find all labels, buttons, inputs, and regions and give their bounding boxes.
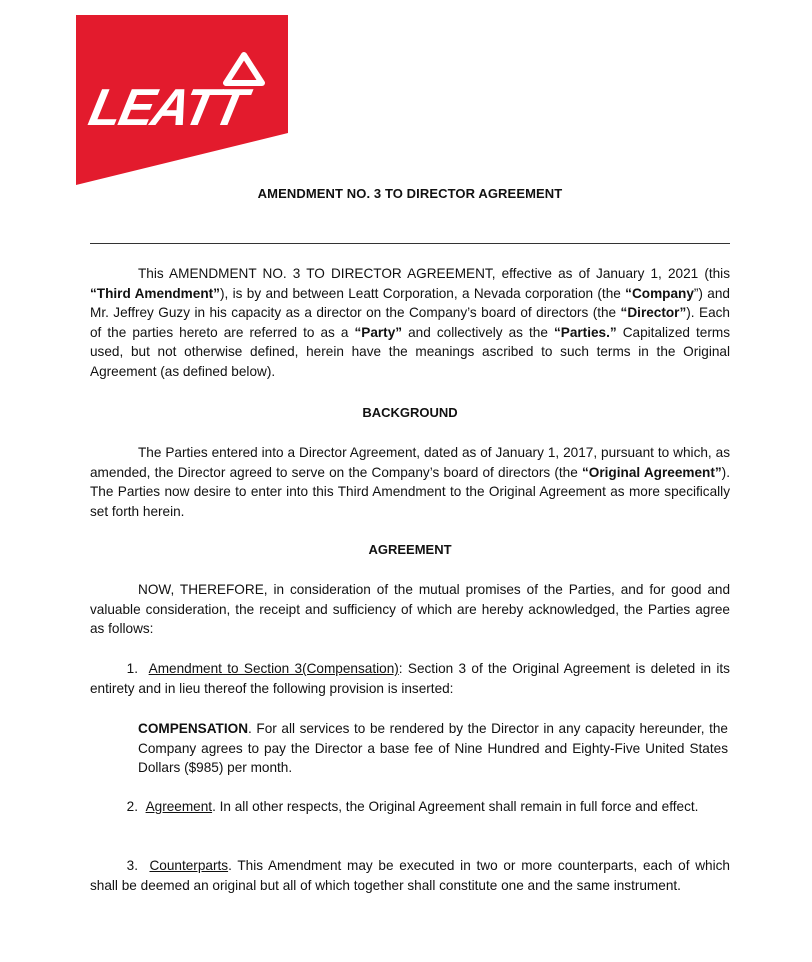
list-item-title: Agreement [145, 799, 213, 814]
list-number: 1. [126, 661, 138, 676]
svg-text:LEATT: LEATT [84, 78, 251, 137]
agreement-heading: AGREEMENT [368, 542, 452, 557]
list-number: 3. [126, 858, 138, 873]
document-title: AMENDMENT NO. 3 TO DIRECTOR AGREEMENT [257, 186, 563, 201]
list-item-2: 2. Agreement. In all other respects, the Original Agreement shall remain in full force and effect. [90, 797, 730, 817]
intro-paragraph: This AMENDMENT NO. 3 TO DIRECTOR AGREEMENT, effective as of January 1, 2021 (this “Third Amendment”), is by and between Leatt Corporation, a Nevada corporation (the “Company”) and Mr. Jeffrey Guzy in his capacity as a director on the Company’s board of directors (the “Director”). Each of the parties hereto are referred to as a “Party” and collectively as the “Parties.” Capitalized terms used, but not otherwise defined, herein have the meanings ascribed to such terms in the Original Agreement (as defined below). [90, 266, 730, 379]
list-number: 2. [126, 799, 138, 814]
list-item-1: 1. Amendment to Section 3(Compensation): Section 3 of the Original Agreement is deleted in its entirety and in lieu thereof the following provision is inserted: [90, 661, 730, 696]
list-item-3: 3. Counterparts. This Amendment may be executed in two or more counterparts, each of which shall be deemed an original but all of which together shall constitute one and the same instrument. [90, 858, 730, 893]
list-item-title: Counterparts [149, 858, 229, 873]
background-paragraph: The Parties entered into a Director Agreement, dated as of January 1, 2017, pursuant to which, as amended, the Director agreed to serve on the Company’s board of directors (the “Original Agreement”). The Parties now desire to enter into this Third Amendment to the Original Agreement as more specifically set forth herein. [90, 445, 730, 519]
title-divider [90, 243, 730, 244]
compensation-clause: COMPENSATION. For all services to be rendered by the Director in any capacity hereunder, the Company agrees to pay the Director a base fee of Nine Hundred and Eighty-Five United States Dollars ($985) per month. [138, 721, 728, 775]
leatt-logo-icon [76, 15, 288, 185]
agreement-paragraph: NOW, THEREFORE, in consideration of the mutual promises of the Parties, and for good and valuable consideration, the receipt and sufficiency of which are hereby acknowledged, the Parties agree as follows: [90, 582, 730, 636]
list-item-title: Amendment to Section 3(Compensation) [148, 661, 399, 676]
company-logo [76, 15, 288, 185]
background-heading: BACKGROUND [362, 405, 458, 420]
